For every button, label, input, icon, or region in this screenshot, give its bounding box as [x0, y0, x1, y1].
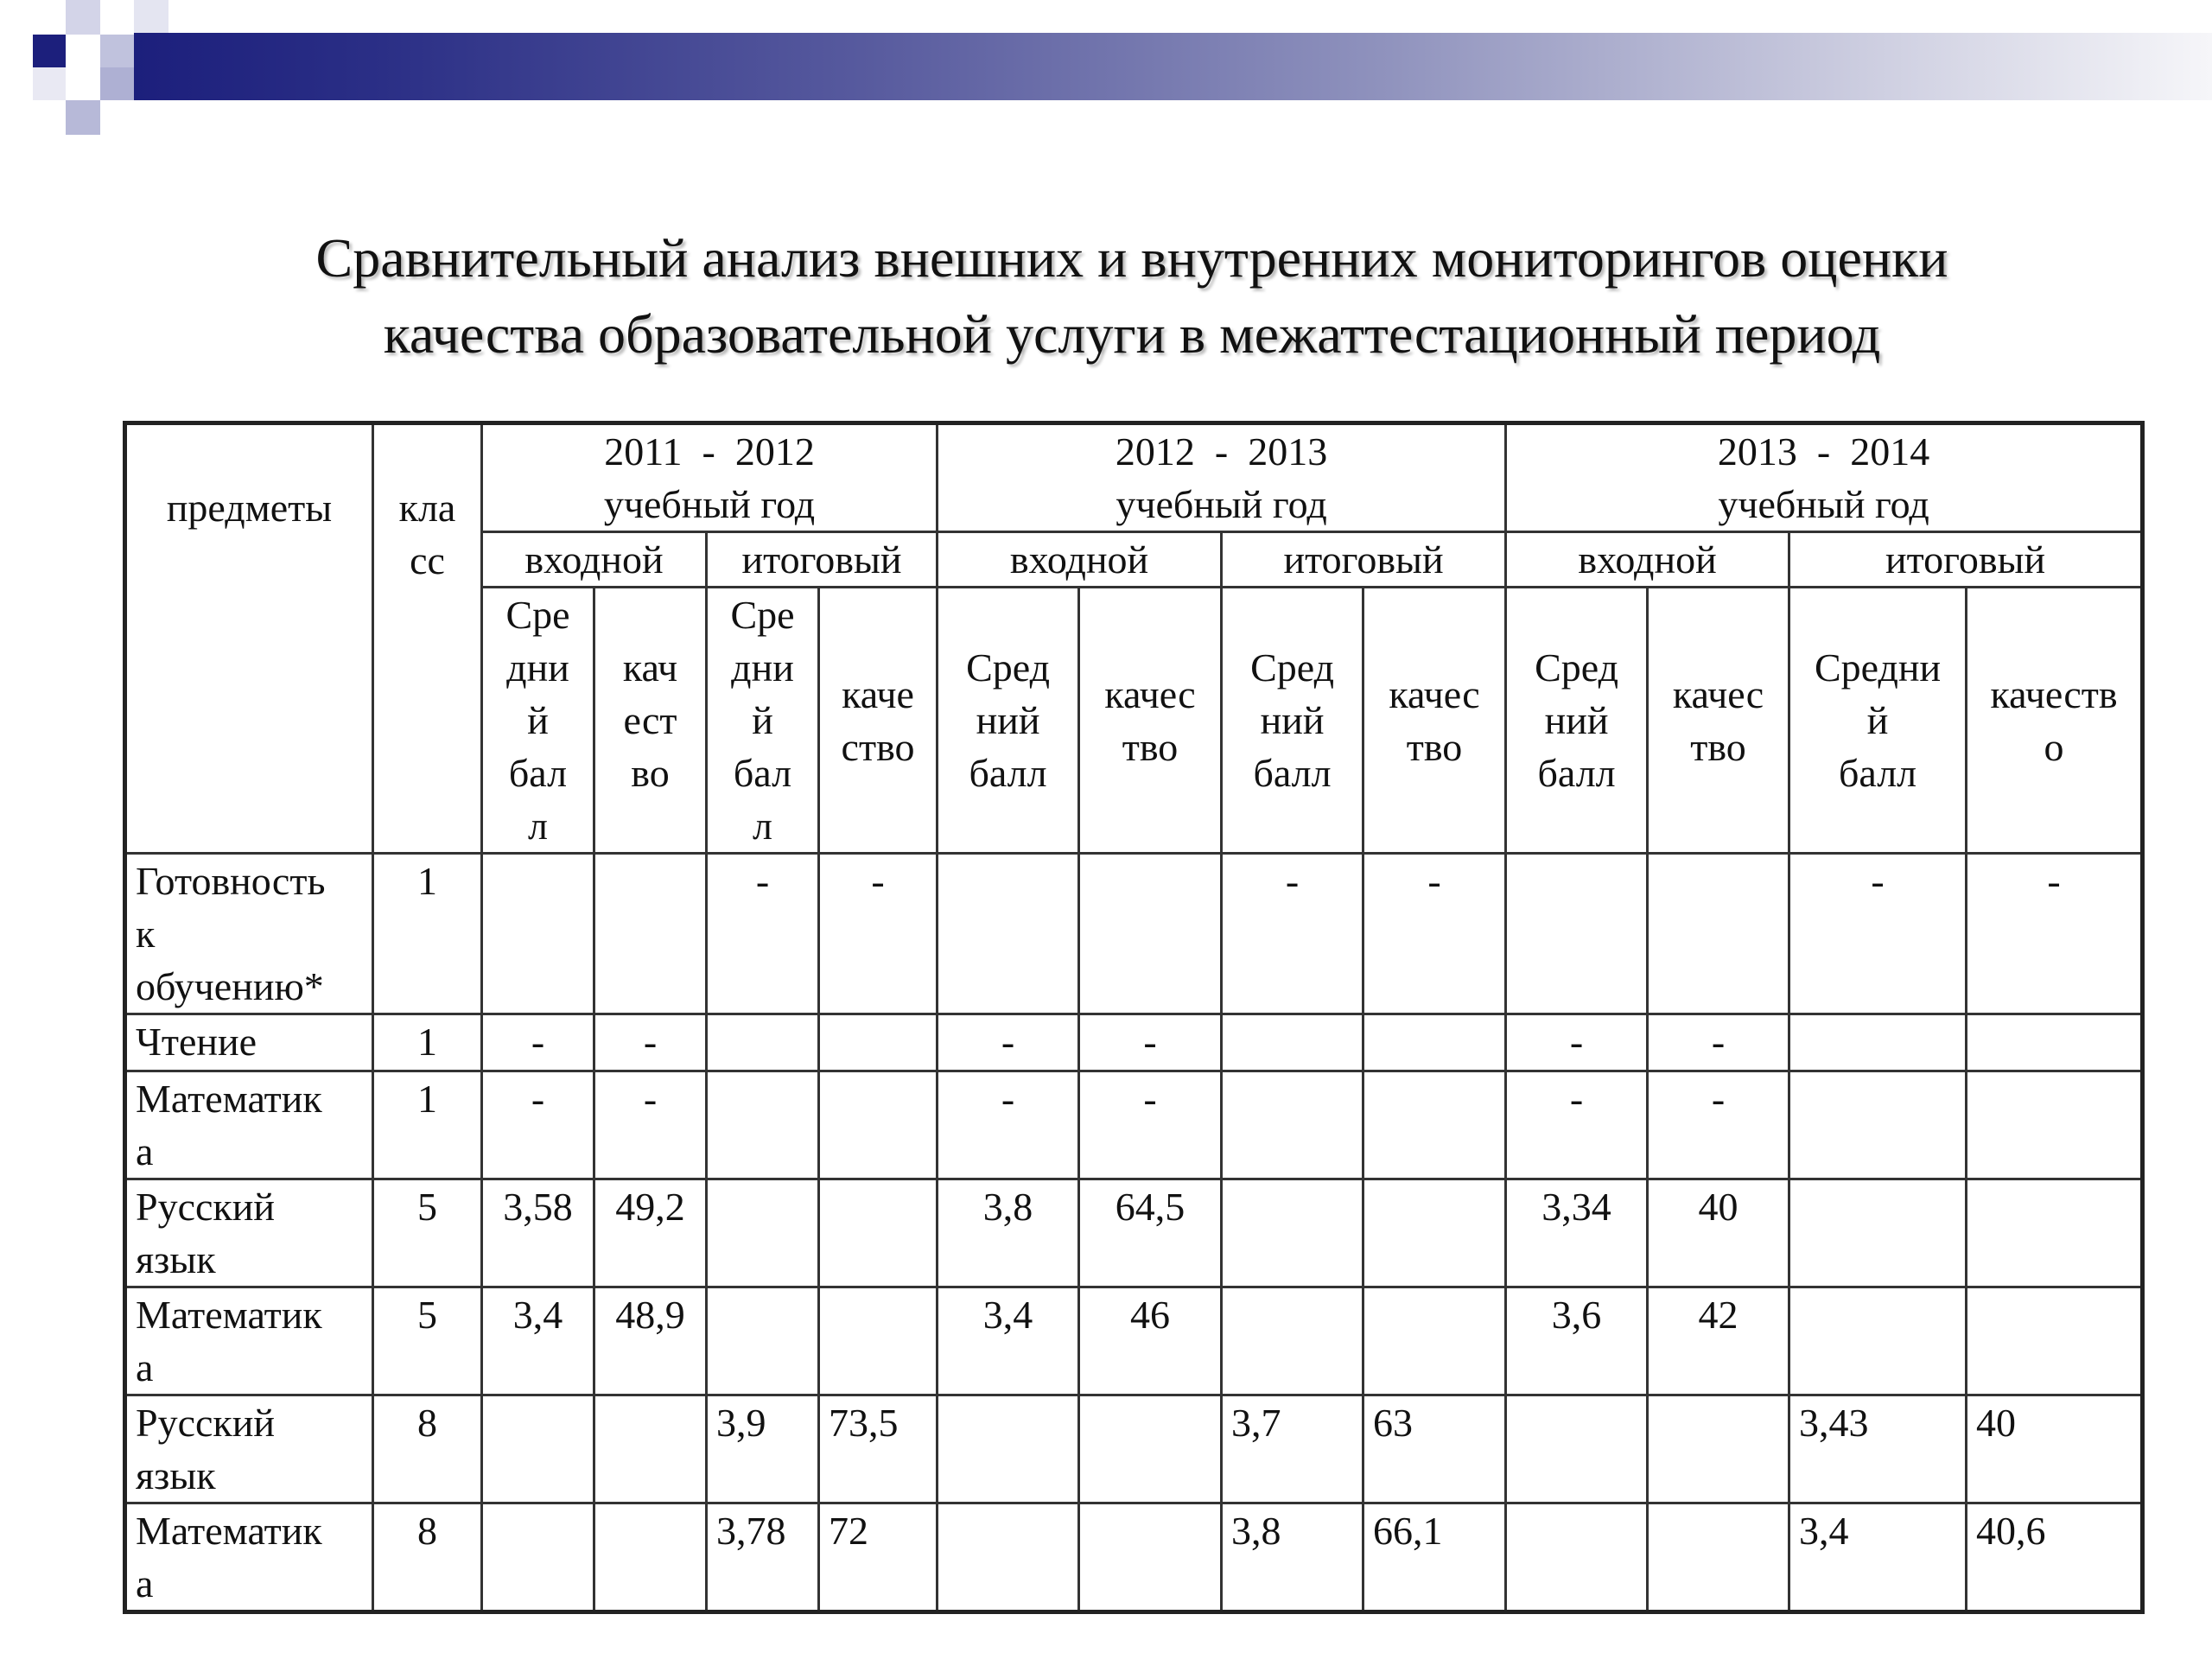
value-cell [1789, 1179, 1967, 1287]
value-cell: 3,58 [482, 1179, 594, 1287]
table-body [125, 854, 2143, 1612]
value-cell [819, 1179, 938, 1287]
value-cell: 73,5 [819, 1395, 938, 1503]
value-cell [482, 1503, 594, 1612]
value-cell: - [1506, 1071, 1648, 1179]
header-avg-score: Сред ний балл [1222, 588, 1363, 854]
value-cell: - [1222, 854, 1363, 1014]
subject-cell: Русский язык [125, 1179, 373, 1287]
header-avg-score: Сре дни й бал л [482, 588, 594, 854]
value-cell [938, 1395, 1079, 1503]
value-cell [1789, 1014, 1967, 1071]
header-row-years [125, 423, 2143, 532]
header-subjects: предметы [125, 423, 373, 854]
header-year-2013: 2013 - 2014 учебный год [1506, 423, 2143, 532]
header-quality: каче ство [819, 588, 938, 854]
value-cell [1079, 1395, 1222, 1503]
value-cell [1967, 1014, 2143, 1071]
header-avg-score: Сред ний балл [938, 588, 1079, 854]
value-cell: - [819, 854, 938, 1014]
header-quality: качес тво [1363, 588, 1506, 854]
value-cell [1079, 1503, 1222, 1612]
header-avg-score: Сре дни й бал л [707, 588, 819, 854]
header-class: кла сс [373, 423, 482, 854]
value-cell [938, 854, 1079, 1014]
value-cell: 3,7 [1222, 1395, 1363, 1503]
value-cell [594, 1395, 707, 1503]
header-final: итоговый [707, 532, 938, 588]
value-cell [1789, 1287, 1967, 1395]
subject-cell: Готовность к обучению* [125, 854, 373, 1014]
table-row [125, 1179, 2143, 1287]
deco-square [100, 35, 134, 67]
deco-square [134, 0, 168, 33]
value-cell [1648, 1395, 1789, 1503]
value-cell [819, 1014, 938, 1071]
header-year-2011: 2011 - 2012 учебный год [482, 423, 938, 532]
class-cell: 1 [373, 1014, 482, 1071]
class-cell: 5 [373, 1287, 482, 1395]
header-avg-score: Средни й балл [1789, 588, 1967, 854]
header-quality: кач ест во [594, 588, 707, 854]
value-cell [1363, 1179, 1506, 1287]
class-cell: 5 [373, 1179, 482, 1287]
value-cell: - [594, 1071, 707, 1179]
table-row [125, 1503, 2143, 1612]
value-cell [1967, 1287, 2143, 1395]
value-cell: 40,6 [1967, 1503, 2143, 1612]
value-cell [1506, 1395, 1648, 1503]
value-cell [707, 1071, 819, 1179]
table-row [125, 1071, 2143, 1179]
value-cell: 3,4 [482, 1287, 594, 1395]
value-cell: - [1967, 854, 2143, 1014]
deco-square [33, 35, 66, 67]
value-cell: - [1363, 854, 1506, 1014]
value-cell: - [707, 854, 819, 1014]
value-cell [707, 1014, 819, 1071]
table-row [125, 1014, 2143, 1071]
header-quality: качеств о [1967, 588, 2143, 854]
deco-square [66, 100, 100, 135]
value-cell [1222, 1014, 1363, 1071]
header-final: итоговый [1789, 532, 2143, 588]
value-cell: 3,6 [1506, 1287, 1648, 1395]
value-cell: 40 [1648, 1179, 1789, 1287]
header-final: итоговый [1222, 532, 1506, 588]
value-cell: - [938, 1071, 1079, 1179]
table-row [125, 1287, 2143, 1395]
gradient-band [134, 33, 2212, 100]
value-cell: 66,1 [1363, 1503, 1506, 1612]
value-cell: - [482, 1014, 594, 1071]
value-cell [1222, 1287, 1363, 1395]
page-title [121, 220, 2143, 372]
value-cell: 3,78 [707, 1503, 819, 1612]
table-row [125, 1395, 2143, 1503]
header-entry: входной [938, 532, 1222, 588]
value-cell [707, 1179, 819, 1287]
value-cell [1967, 1071, 2143, 1179]
value-cell: 3,8 [938, 1179, 1079, 1287]
value-cell [1222, 1071, 1363, 1179]
class-cell: 1 [373, 1071, 482, 1179]
deco-square [66, 0, 100, 35]
value-cell [482, 1395, 594, 1503]
value-cell: - [1079, 1014, 1222, 1071]
results-table [123, 421, 2145, 1614]
value-cell [1506, 1503, 1648, 1612]
header-quality: качес тво [1079, 588, 1222, 854]
value-cell [1222, 1179, 1363, 1287]
header-entry: входной [1506, 532, 1789, 588]
subject-cell: Математик а [125, 1287, 373, 1395]
value-cell: 3,4 [938, 1287, 1079, 1395]
value-cell [1506, 854, 1648, 1014]
value-cell [1789, 1071, 1967, 1179]
subject-cell: Чтение [125, 1014, 373, 1071]
value-cell: 48,9 [594, 1287, 707, 1395]
value-cell [1079, 854, 1222, 1014]
value-cell [819, 1071, 938, 1179]
value-cell: 40 [1967, 1395, 2143, 1503]
value-cell: - [1506, 1014, 1648, 1071]
value-cell: 42 [1648, 1287, 1789, 1395]
value-cell: - [594, 1014, 707, 1071]
value-cell [1363, 1014, 1506, 1071]
header-avg-score: Сред ний балл [1506, 588, 1648, 854]
value-cell: 3,43 [1789, 1395, 1967, 1503]
value-cell: 3,4 [1789, 1503, 1967, 1612]
value-cell: - [1789, 854, 1967, 1014]
value-cell [1648, 1503, 1789, 1612]
value-cell [707, 1287, 819, 1395]
value-cell [1967, 1179, 2143, 1287]
value-cell: 46 [1079, 1287, 1222, 1395]
class-cell: 8 [373, 1503, 482, 1612]
subject-cell: Математик а [125, 1503, 373, 1612]
value-cell: - [482, 1071, 594, 1179]
value-cell: - [938, 1014, 1079, 1071]
subject-cell: Русский язык [125, 1395, 373, 1503]
deco-square [100, 67, 134, 100]
value-cell: 49,2 [594, 1179, 707, 1287]
value-cell: 72 [819, 1503, 938, 1612]
table-row [125, 854, 2143, 1014]
class-cell: 8 [373, 1395, 482, 1503]
value-cell [594, 1503, 707, 1612]
value-cell [482, 854, 594, 1014]
value-cell [1363, 1287, 1506, 1395]
value-cell [819, 1287, 938, 1395]
value-cell: - [1648, 1014, 1789, 1071]
class-cell: 1 [373, 854, 482, 1014]
value-cell [1363, 1071, 1506, 1179]
value-cell [938, 1503, 1079, 1612]
value-cell: 64,5 [1079, 1179, 1222, 1287]
value-cell: 63 [1363, 1395, 1506, 1503]
value-cell: 3,9 [707, 1395, 819, 1503]
title-line-2: качества образовательной услуги в межаттестационный период [383, 303, 1881, 365]
value-cell [1648, 854, 1789, 1014]
header-entry: входной [482, 532, 707, 588]
value-cell [594, 854, 707, 1014]
value-cell: 3,8 [1222, 1503, 1363, 1612]
subject-cell: Математик а [125, 1071, 373, 1179]
header-decoration [0, 0, 2212, 138]
header-year-2012: 2012 - 2013 учебный год [938, 423, 1506, 532]
value-cell: - [1648, 1071, 1789, 1179]
value-cell: 3,34 [1506, 1179, 1648, 1287]
header-quality: качес тво [1648, 588, 1789, 854]
title-line-1: Сравнительный анализ внешних и внутренних мониторингов оценки [315, 227, 1948, 289]
deco-square [0, 0, 33, 33]
deco-square [33, 67, 66, 100]
value-cell: - [1079, 1071, 1222, 1179]
